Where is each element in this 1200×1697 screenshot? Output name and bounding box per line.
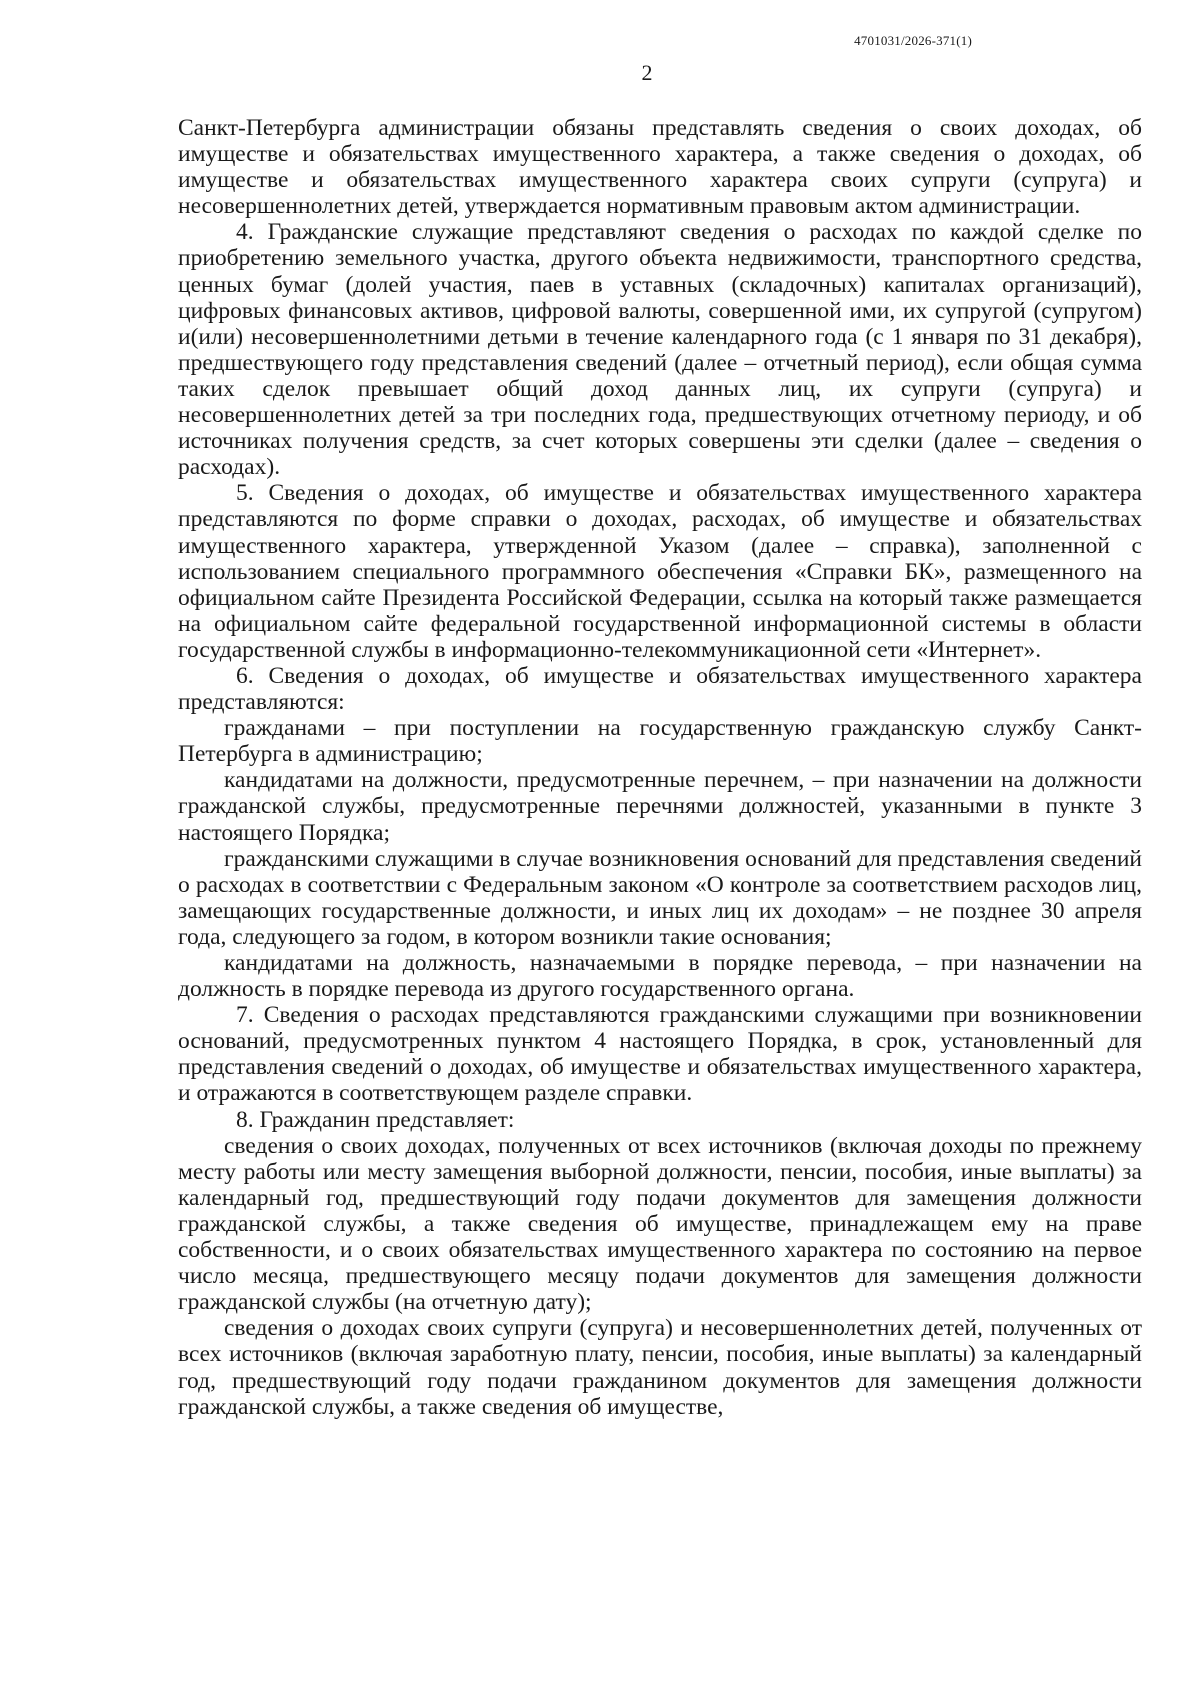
paragraph-item-6-subitem-candidates: кандидатами на должности, предусмотренные перечнем, – при назначении на должности гражданской службы, предусмотренные перечнями должностей, указанными в пункте 3 настоящего Порядка; (178, 767, 1142, 846)
paragraph-continuation: Санкт-Петербурга администрации обязаны представлять сведения о своих доходах, об имуществе и обязательствах имущественного характера, а также сведения о доходах, об имуществе и обязательствах имущественного характера своих супруги (супруга) и несовершеннолетних детей, утверждается нормативным правовым актом администрации. (178, 115, 1142, 220)
document-registration-number: 4701031/2026-371(1) (854, 33, 972, 48)
paragraph-item-8-subitem-own-income: сведения о своих доходах, полученных от всех источников (включая доходы по прежнему месту работы или месту замещения выборной должности, пенсии, пособия, иные выплаты) за календарный год, предшествующий году подачи документов для замещения должности гражданской службы, а также сведения об имуществе, принадлежащем ему на праве собственности, и о своих обязательствах имущественного характера по состоянию на первое число месяца, предшествующего месяцу подачи документов для замещения должности гражданской службы (на отчетную дату); (178, 1132, 1142, 1316)
paragraph-item-6-subitem-citizens: гражданами – при поступлении на государственную гражданскую службу Санкт-Петербурга в администрацию; (178, 715, 1142, 768)
paragraph-item-6-subitem-transfer-candidates: кандидатами на должность, назначаемыми в порядке перевода, – при назначении на должность в порядке перевода из другого государственного органа. (178, 950, 1142, 1003)
document-body (178, 115, 1142, 1420)
paragraph-item-6-subitem-civil-servants: гражданскими служащими в случае возникновения оснований для представления сведений о расходах в соответствии с Федеральным законом «О контроле за соответствием расходов лиц, замещающих государственные должности, и иных лиц их доходам» – не позднее 30 апреля года, следующего за годом, в котором возникли такие основания; (178, 845, 1142, 950)
paragraph-item-6: 6. Сведения о доходах, об имуществе и обязательствах имущественного характера представляются: (178, 662, 1142, 716)
paragraph-item-7: 7. Сведения о расходах представляются гражданскими служащими при возникновении оснований, предусмотренных пунктом 4 настоящего Порядка, в срок, установленный для представления сведений о доходах, об имуществе и обязательствах имущественного характера, и отражаются в соответствующем разделе справки. (178, 1002, 1142, 1107)
paragraph-item-5: 5. Сведения о доходах, об имуществе и обязательствах имущественного характера представляются по форме справки о доходах, расходах, об имуществе и обязательствах имущественного характера, утвержденной Указом (далее – справка), заполненной с использованием специального программного обеспечения «Справки БК», размещенного на официальном сайте Президента Российской Федерации, ссылка на который также размещается на официальном сайте федеральной государственной информационной системы в области государственной службы в информационно-телекоммуникационной сети «Интернет». (178, 480, 1142, 663)
paragraph-item-8-subitem-family-income: сведения о доходах своих супруги (супруга) и несовершеннолетних детей, полученных от всех источников (включая заработную плату, пенсии, пособия, иные выплаты) за календарный год, предшествующий году подачи гражданином документов для замещения должности гражданской службы, а также сведения об имуществе, (178, 1315, 1142, 1420)
page-number: 2 (641, 60, 653, 85)
paragraph-item-4: 4. Гражданские служащие представляют сведения о расходах по каждой сделке по приобретению земельного участка, другого объекта недвижимости, транспортного средства, ценных бумаг (долей участия, паев в уставных (складочных) капиталах организаций), цифровых финансовых активов, цифровой валюты, совершенной ими, их супругой (супругом) и(или) несовершеннолетними детьми в течение календарного года (с 1 января по 31 декабря), предшествующего году представления сведений (далее – отчетный период), если общая сумма таких сделок превышает общий доход данных лиц, их супруги (супруга) и несовершеннолетних детей за три последних года, предшествующих отчетному периоду, и об источниках получения средств, за счет которых совершены эти сделки (далее – сведения о расходах). (178, 219, 1142, 481)
paragraph-item-8: 8. Гражданин представляет: (236, 1106, 515, 1133)
